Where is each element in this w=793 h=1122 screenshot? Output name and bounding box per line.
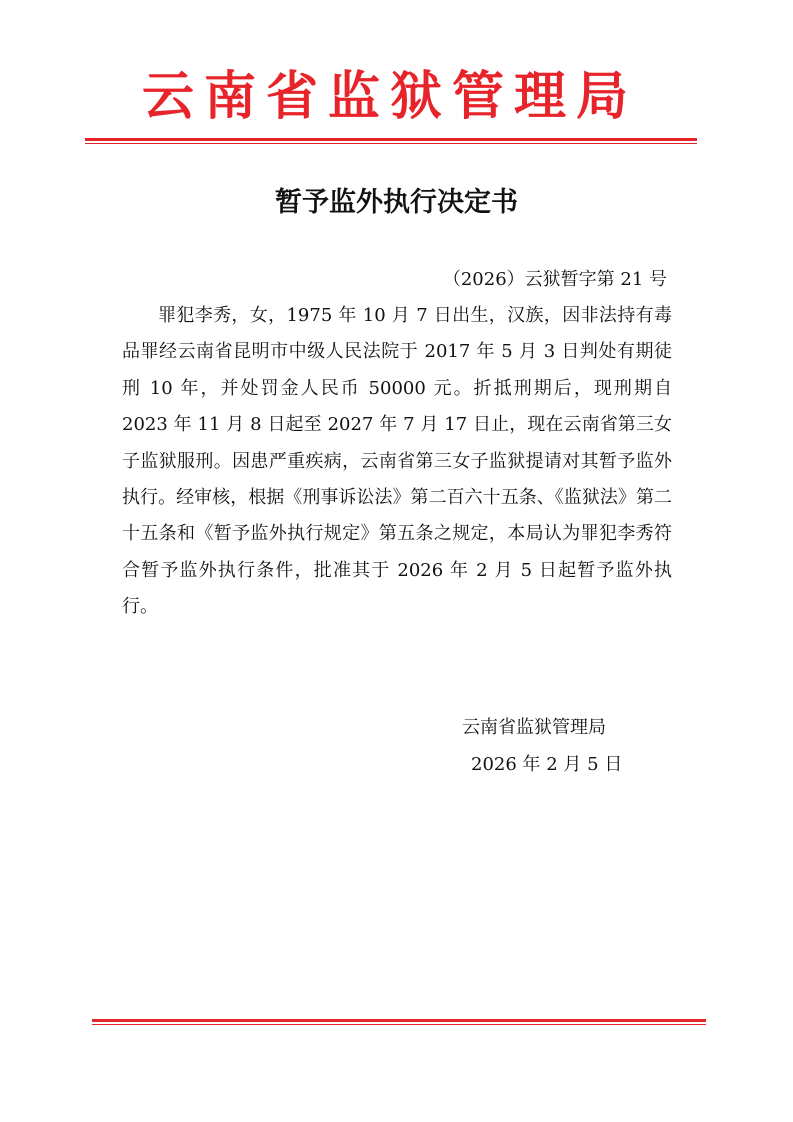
agency-letterhead: 云南省监狱管理局 xyxy=(141,67,638,127)
document-number: （2026）云狱暂字第 21 号 xyxy=(442,269,667,290)
signature-date: 2026 年 2 月 5 日 xyxy=(471,754,623,775)
footer-thin-line xyxy=(92,1024,706,1025)
document-title: 暂予监外执行决定书 xyxy=(275,187,518,218)
divider-thin-line xyxy=(85,143,697,144)
footer-divider xyxy=(92,1019,706,1025)
letterhead-divider xyxy=(85,138,697,144)
document-body: 罪犯李秀，女，1975 年 10 月 7 日出生，汉族，因非法持有毒品罪经云南省昆明市中级人民法院于 2017 年 5 月 3 日判处有期徒刑 10 年，并处罚金人民币 50000 元。折抵刑期后，现刑期自 2023 年 11 月 8 日起至 2027 年 7 月 17 日止，现在云南省第三女子监狱服刑。因患严重疾病，云南省第三女子监狱提请对其暂予监外执行。经审核，根据《刑事诉讼法》第二百六十五条、《监狱法》第二十五条和《暂予监外执行规定》第五条之规定，本局认为罪犯李秀符合暂予监外执行条件，批准其于 2026 年 2 月 5 日起暂予监外执行。 xyxy=(122,305,672,618)
signature-organization: 云南省监狱管理局 xyxy=(462,717,606,738)
